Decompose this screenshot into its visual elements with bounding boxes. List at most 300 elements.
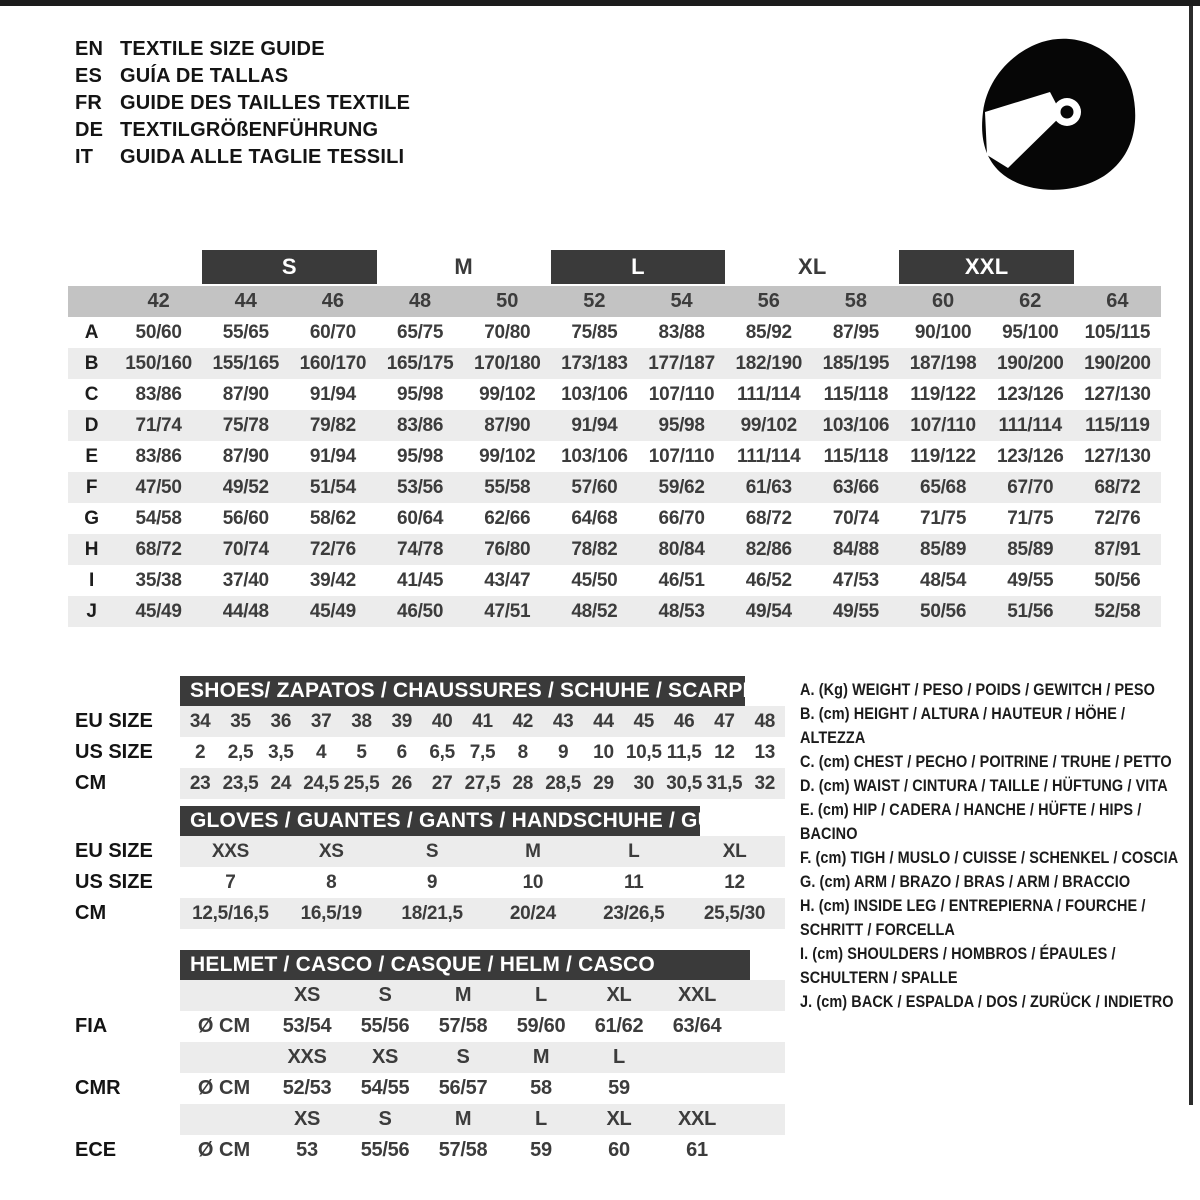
top-border [0,0,1200,6]
size-value: 68/72 [115,534,202,565]
size-value: 47 [714,711,735,732]
measure-key: A [84,322,99,343]
size-value: 49/52 [202,472,289,503]
size-value: 53/54 [282,1015,332,1037]
size-value: 70/74 [202,534,289,565]
measurement-legend [800,678,1180,1014]
size-value: 45/50 [571,570,618,591]
size-value: 61/63 [725,472,812,503]
size-group-xl: XL [797,254,827,279]
language-row [75,36,410,63]
size-value: 55/56 [360,1139,410,1161]
size-value: 70/74 [832,508,879,529]
size-value: 48/53 [638,596,725,627]
size-value: 177/187 [638,348,725,379]
textile-size-header [68,250,1161,286]
size-value: 99/102 [479,384,536,405]
size-value: 58 [530,1077,552,1099]
size-value: 57/58 [438,1015,488,1037]
size-value: 38 [351,711,372,732]
row-label: EU SIZE [75,710,153,732]
size-group-s: S [202,250,376,284]
size-value: 50/56 [1094,570,1141,591]
section-row [68,706,785,737]
size-value: 79/82 [289,410,376,441]
size-value: 49/54 [725,596,812,627]
measure-key: I [89,570,94,591]
filler [736,1104,785,1135]
helmet-size-row [68,1042,785,1073]
size-label: XL [606,1108,632,1130]
size-label: S [378,984,392,1006]
legend-item: I. (cm) SHOULDERS / HOMBROS / ÉPAULES / SCHULTERN / SPALLE [800,945,1116,987]
size-value: 11,5 [666,742,702,763]
size-value: 43 [552,711,574,732]
size-value: 123/126 [996,446,1064,467]
size-value: 91/94 [309,446,356,467]
size-value: 46/52 [745,570,792,591]
legend-item: E. (cm) HIP / CADERA / HANCHE / HÜFTE / HIPS / BACINO [800,801,1142,843]
row-label: EU SIZE [75,840,153,862]
helmet-value-row [68,1135,785,1166]
size-label: L [535,1108,547,1130]
size-value: 83/86 [376,410,463,441]
size-value: 48/52 [551,596,638,627]
size-value: 127/130 [1084,384,1151,405]
size-value: 35/38 [135,570,182,591]
size-value: 51/54 [289,472,376,503]
size-value: 34 [189,711,211,732]
size-value: L [628,841,640,862]
size-value: 105/115 [1084,322,1151,343]
row-values [180,980,785,1011]
measure-key: C [84,384,99,405]
row-label: US SIZE [75,741,153,763]
size-value: 76/80 [464,534,551,565]
size-value: 155/165 [202,348,289,379]
numeric-size: 64 [1074,286,1161,317]
size-value: 99/102 [725,410,812,441]
size-value: 85/92 [745,322,792,343]
size-value: 42 [512,711,534,732]
size-value: 170/180 [464,348,551,379]
size-value: 111/114 [737,446,801,467]
racing-helmet-icon [972,28,1144,200]
size-value: 10 [593,742,614,763]
size-value: 150/160 [115,348,202,379]
size-label: S [378,1108,392,1130]
filler [736,1135,785,1166]
numeric-size: 60 [899,286,986,317]
size-value: 127/130 [1084,446,1151,467]
size-value: 51/56 [987,596,1074,627]
size-value: 9 [426,872,438,893]
row-values [180,706,785,737]
size-value: 190/200 [1074,348,1161,379]
size-value: 87/91 [1074,534,1161,565]
row-label: CM [75,772,107,794]
shoes-section-title: SHOES/ ZAPATOS / CHAUSSURES / SCHUHE / SCARPE [180,676,745,706]
size-value: 103/106 [812,410,899,441]
size-value [658,1073,736,1104]
size-value: 25,5 [343,773,380,794]
size-value: 20/24 [509,903,556,924]
size-value: 71/74 [115,410,202,441]
size-label: L [535,984,547,1006]
language-title: GUÍA DE TALLAS [120,65,289,87]
size-value: 119/122 [910,384,976,405]
language-code: ES [75,65,103,87]
size-value: 63/64 [672,1015,722,1037]
size-value: 24,5 [303,773,340,794]
textile-size-table [68,286,1161,627]
unit-cell: Ø CM [197,1015,251,1037]
size-value: 8 [517,742,528,763]
numeric-size: 56 [725,286,812,317]
size-value: 83/88 [658,322,705,343]
size-value: 67/70 [987,472,1074,503]
size-value: 50/60 [135,322,182,343]
size-label: XXL [678,984,716,1006]
language-title: GUIDA ALLE TAGLIE TESSILI [120,146,405,168]
size-label: M [454,984,472,1006]
size-value: 55/65 [222,322,269,343]
row-values [180,898,785,929]
size-value: 7,5 [469,742,496,763]
size-value: 23,5 [222,773,259,794]
language-row [75,117,410,144]
size-value: 115/119 [1074,410,1161,441]
size-value: 85/89 [987,534,1074,565]
size-label: XS [371,1046,399,1068]
size-value: 58/62 [309,508,356,529]
size-label: S [456,1046,470,1068]
filler [736,1011,785,1042]
size-value: 4 [316,742,327,763]
row-label: CM [75,902,107,924]
language-title: TEXTILE SIZE GUIDE [120,38,325,60]
size-value: 115/118 [823,446,889,467]
size-value: 82/86 [725,534,812,565]
size-value: 95/98 [397,384,444,405]
size-value: XXS [211,841,249,862]
legend-item: H. (cm) INSIDE LEG / ENTREPIERNA / FOURCHE / SCHRITT / FORCELLA [800,897,1146,939]
row-values [180,1011,785,1042]
size-value: 57/60 [551,472,638,503]
helmet-size-row [68,1104,785,1135]
size-value: 59 [608,1077,630,1099]
size-value: 9 [557,742,569,763]
size-value: 26 [391,773,413,794]
size-value: 55/58 [464,472,551,503]
size-value: 74/78 [376,534,463,565]
size-value: 95/98 [638,410,725,441]
size-value: 60/70 [309,322,356,343]
size-value: 41 [472,711,493,732]
size-value: 3,5 [268,742,294,763]
size-value: 6,5 [429,742,455,763]
row-values [180,1104,785,1135]
size-value: 44/48 [202,596,289,627]
gloves-rows [68,836,785,929]
helmet-section-title: HELMET / CASCO / CASQUE / HELM / CASCO [180,950,750,980]
legend-item: B. (cm) HEIGHT / ALTURA / HAUTEUR / HÖHE / ALTEZZA [800,705,1126,747]
size-value: XS [318,841,344,862]
size-value: 165/175 [376,348,463,379]
size-value: 63/66 [812,472,899,503]
size-value: 11 [623,872,644,893]
size-value: 35 [230,711,251,732]
language-row [75,90,410,117]
measure-key: J [68,596,115,627]
size-value: 62/66 [484,508,531,529]
size-label: XXS [287,1046,327,1068]
size-value: 37/40 [222,570,269,591]
size-value: 75/78 [202,410,289,441]
legend-item: C. (cm) CHEST / PECHO / POITRINE / TRUHE / PETTO [800,753,1172,771]
size-value: 40 [431,711,453,732]
size-value: 6 [396,742,407,763]
row-values [180,1135,785,1166]
size-value: 123/126 [996,384,1064,405]
size-value: 65/68 [899,472,986,503]
size-value: 54/55 [360,1077,410,1099]
size-group-m: M [454,254,473,279]
size-value: 83/86 [135,446,182,467]
numeric-size: 48 [376,286,463,317]
size-label: M [454,1108,472,1130]
size-value: 52/58 [1074,596,1161,627]
helmet-value-row [68,1011,785,1042]
size-value: M [525,841,541,862]
size-value: 7 [225,872,236,893]
size-value: 87/90 [464,410,551,441]
size-value: 61/62 [594,1015,644,1037]
size-value: 103/106 [561,384,628,405]
unit-cell: Ø CM [197,1139,251,1161]
size-value: 80/84 [638,534,725,565]
size-value: 87/95 [832,322,879,343]
language-code: FR [75,92,103,114]
size-value: 41/45 [397,570,444,591]
helmet-value-row [68,1073,785,1104]
size-label: L [613,1046,625,1068]
language-row [75,63,410,90]
size-value: 18/21,5 [401,903,463,924]
standard-label: FIA [75,1015,108,1037]
measure-key: D [68,410,115,441]
size-label [658,1042,736,1073]
size-value: 115/118 [823,384,889,405]
size-value: 61 [686,1139,708,1161]
size-value: 5 [356,742,367,763]
size-value: 24 [270,773,292,794]
size-value: 64/68 [571,508,618,529]
size-value: 55/56 [360,1015,410,1037]
size-value: 47/51 [464,596,551,627]
language-title: TEXTILGRÖßENFÜHRUNG [120,119,379,141]
size-value: 185/195 [812,348,899,379]
row-values [180,1073,785,1104]
size-value: 13 [754,742,776,763]
unit-cell [180,980,268,1011]
helmet-section [68,950,785,1166]
size-value: 12 [714,742,735,763]
size-value: 36 [270,711,292,732]
row-label: US SIZE [75,871,153,893]
language-list [75,36,410,171]
measure-key: H [68,534,115,565]
size-value: 25,5/30 [703,903,766,924]
size-value: 84/88 [812,534,899,565]
row-values [180,867,785,898]
size-value: 160/170 [289,348,376,379]
size-label: XL [606,984,632,1006]
size-value: 30,5 [666,773,702,794]
numeric-size: 62 [987,286,1074,317]
size-value: 60 [608,1139,630,1161]
size-value: 53 [296,1139,318,1161]
filler [736,980,785,1011]
language-code: IT [75,146,94,168]
row-label [68,980,180,1011]
size-value: 57/58 [438,1139,488,1161]
size-value: 37 [310,711,332,732]
size-value: 27,5 [464,773,501,794]
size-value: 46 [673,711,695,732]
section-row [68,768,785,799]
language-code: DE [75,119,104,141]
size-value: 59 [530,1139,552,1161]
size-value: 87/90 [222,446,269,467]
filler [736,1042,785,1073]
size-value: 60/64 [397,508,444,529]
size-value: 45 [633,711,655,732]
size-value: 8 [326,872,337,893]
size-value: 52/53 [282,1077,332,1099]
row-values [180,737,785,768]
size-value: 187/198 [899,348,986,379]
measure-key: B [68,348,115,379]
size-value: 70/80 [484,322,531,343]
size-value: 65/75 [397,322,444,343]
size-value: 48/54 [920,570,967,591]
size-value: 66/70 [658,508,705,529]
language-code: EN [75,38,104,60]
numeric-size: 52 [551,286,638,317]
size-value: 43/47 [484,570,531,591]
helmet-rows [68,980,785,1166]
size-value: 49/55 [812,596,899,627]
size-value: 44 [593,711,614,732]
numeric-size: 44 [202,286,289,317]
size-value: 12,5/16,5 [192,903,269,924]
legend-item: D. (cm) WAIST / CINTURA / TAILLE / HÜFTUNG / VITA [800,777,1168,795]
size-value: 28 [512,773,534,794]
size-value: XL [722,841,747,862]
row-values [180,836,785,867]
size-value: 182/190 [725,348,812,379]
size-label: XXL [678,1108,716,1130]
unit-cell [180,1104,268,1135]
unit-cell: Ø CM [197,1077,251,1099]
standard-label: CMR [75,1077,121,1099]
size-value: 29 [593,773,614,794]
section-row [68,867,785,898]
size-value: 46/51 [658,570,705,591]
size-value: 190/200 [987,348,1074,379]
size-value: 45/49 [115,596,202,627]
row-values [180,768,785,799]
shoes-rows [68,706,785,799]
size-value: 48 [754,711,776,732]
size-value: 59/60 [516,1015,566,1037]
size-value: 54/58 [135,508,182,529]
size-value: 56/57 [438,1077,488,1099]
size-value: 85/89 [899,534,986,565]
legend-item: F. (cm) TIGH / MUSLO / CUISSE / SCHENKEL / COSCIA [800,849,1179,867]
size-value: 39 [391,711,413,732]
gloves-section-title: GLOVES / GUANTES / GANTS / HANDSCHUHE / GUANTI [180,806,700,836]
numeric-size: 46 [289,286,376,317]
size-value: 10,5 [625,742,662,763]
size-value: 23/26,5 [603,903,665,924]
size-value: S [425,841,439,862]
size-label: M [532,1046,550,1068]
size-value: 31,5 [706,773,743,794]
legend-item: J. (cm) BACK / ESPALDA / DOS / ZURÜCK / INDIETRO [800,993,1174,1011]
size-value: 91/94 [309,384,356,405]
size-value: 111/114 [737,384,801,405]
size-value: 90/100 [914,322,972,343]
size-group-xxl: XXL [899,250,1073,284]
row-label [68,1042,180,1073]
size-label: XS [293,1108,321,1130]
size-value: 68/72 [745,508,792,529]
size-value: 87/90 [222,384,269,405]
size-value: 107/110 [899,410,986,441]
size-value: 45/49 [289,596,376,627]
size-value: 68/72 [1074,472,1161,503]
row-label [68,1104,180,1135]
numeric-size: 42 [115,286,202,317]
size-value: 32 [754,773,776,794]
size-value: 111/114 [987,410,1074,441]
size-value: 16,5/19 [300,903,362,924]
size-value: 49/55 [1007,570,1054,591]
standard-label: ECE [75,1139,117,1161]
size-value: 46/50 [376,596,463,627]
size-value: 72/76 [1094,508,1141,529]
gloves-section [68,806,785,929]
size-value: 95/98 [397,446,444,467]
size-value: 83/86 [135,384,182,405]
size-value: 56/60 [222,508,269,529]
size-value: 78/82 [551,534,638,565]
size-value: 119/122 [910,446,976,467]
size-value: 59/62 [638,472,725,503]
size-value: 27 [431,773,453,794]
size-value: 91/94 [551,410,638,441]
numeric-size: 54 [638,286,725,317]
size-value: 2,5 [227,742,254,763]
helmet-size-row [68,980,785,1011]
numeric-size: 58 [812,286,899,317]
size-value: 71/75 [1007,508,1054,529]
size-value: 103/106 [561,446,628,467]
size-value: 107/110 [648,384,715,405]
size-value: 28,5 [545,773,581,794]
